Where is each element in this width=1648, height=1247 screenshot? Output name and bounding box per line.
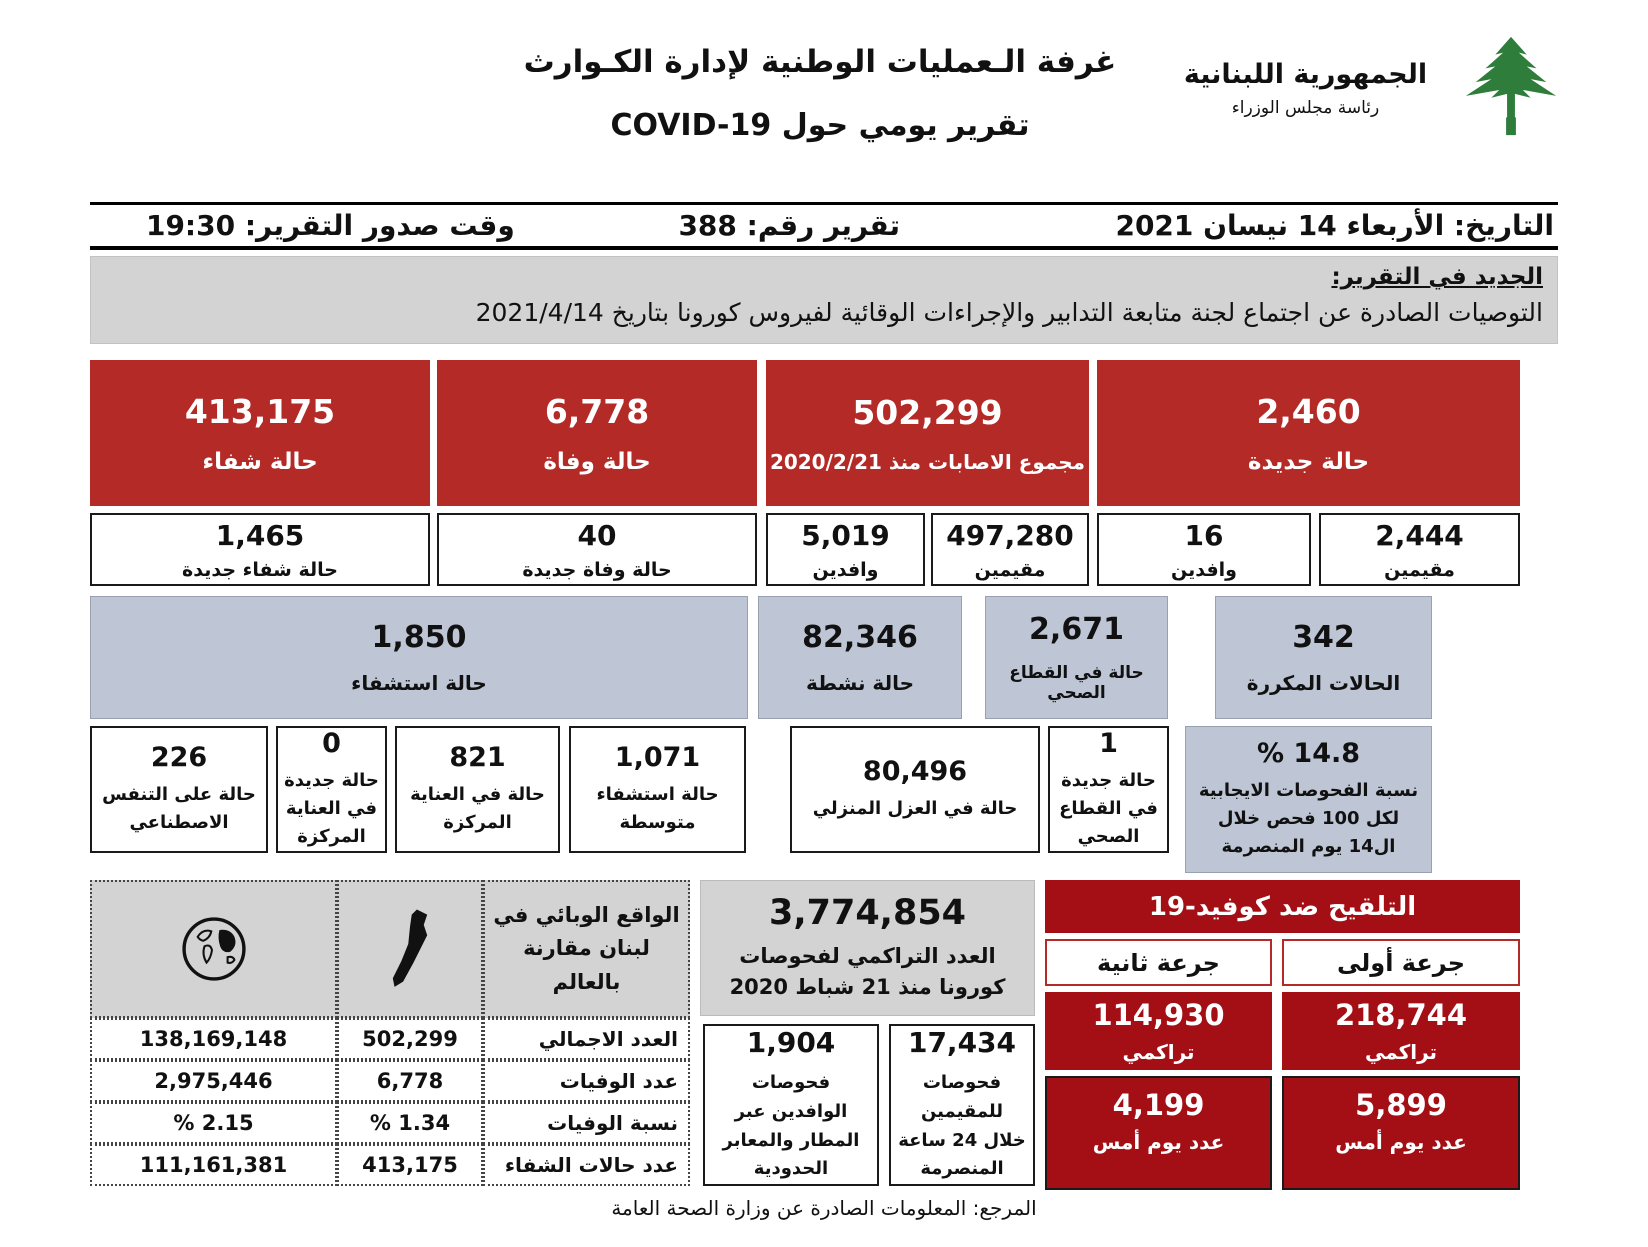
republic-logo — [1140, 16, 1570, 161]
total-residents-value: 497,280 — [946, 518, 1074, 552]
hospitalized-label: حالة استشفاء — [351, 671, 487, 695]
recovered-value: 413,175 — [184, 391, 336, 431]
new-recovered-label: حالة شفاء جديدة — [182, 558, 338, 581]
positivity-box — [1185, 726, 1432, 873]
residents-tests-value: 17,434 — [907, 1025, 1017, 1059]
repeated-cases-box — [1215, 596, 1432, 719]
residents-tests-box — [889, 1024, 1035, 1186]
comparison-lebanon-value: 413,175 — [337, 1144, 483, 1186]
cumulative-tests-label: العدد التراكمي لفحوصات كورونا منذ 21 شباط 2020 — [729, 943, 1006, 999]
deaths-label: حالة وفاة — [543, 448, 651, 475]
moderate-hospitalization-label: حالة استشفاء متوسطة — [596, 784, 719, 833]
moderate-hospitalization-value: 1,071 — [614, 742, 701, 774]
ventilator-label: حالة على التنفس الاصطناعي — [102, 784, 256, 833]
new-in-report-body: التوصيات الصادرة عن اجتماع لجنة متابعة التدابير والإجراءات الوقائية لفيروس كورونا بتاريخ 2021/4/14 — [475, 298, 1543, 327]
comparison-world-value: 2,975,446 — [90, 1060, 337, 1102]
comparison-lebanon-value: 6,778 — [337, 1060, 483, 1102]
new-cases-value: 2,460 — [1256, 391, 1361, 431]
ventilator-box — [90, 726, 268, 853]
second-dose-cumulative-value: 114,930 — [1092, 998, 1225, 1032]
first-dose-yesterday-value: 5,899 — [1355, 1088, 1447, 1122]
globe-icon — [90, 880, 337, 1018]
new-deaths-value: 40 — [577, 518, 617, 552]
repeated-cases-label: الحالات المكررة — [1246, 671, 1401, 695]
comparison-lebanon-value: 502,299 — [337, 1018, 483, 1060]
first-dose-header: جرعة أولى — [1282, 939, 1520, 986]
recovered-label: حالة شفاء — [202, 448, 318, 475]
second-dose-yesterday-value: 4,199 — [1112, 1088, 1205, 1122]
total-residents-box — [931, 513, 1089, 586]
health-sector-label: حالة في القطاع الصحي — [1009, 663, 1144, 703]
active-cases-label: حالة نشطة — [806, 671, 914, 695]
report-title-line1: غرفة الـعمليات الوطنية لإدارة الكـوارث — [523, 44, 1117, 80]
new-cases-label: حالة جديدة — [1247, 448, 1370, 475]
first-dose-yesterday-label: عدد يوم أمس — [1335, 1130, 1467, 1154]
report-number: تقرير رقم: 388 — [678, 209, 901, 242]
total-arrivals-label: وافدين — [812, 558, 879, 581]
comparison-row-label: العدد الاجمالي — [483, 1018, 690, 1060]
comparison-world-value: 138,169,148 — [90, 1018, 337, 1060]
lebanon-world-comparison-table — [90, 880, 690, 1186]
new-in-report-heading: الجديد في التقرير: — [1331, 264, 1543, 290]
new-icu-label: حالة جديدة في العناية المركزة — [284, 770, 379, 847]
positivity-label: نسبة الفحوصات الايجابية لكل 100 فحص خلال ال14 يوم المنصرمة — [1198, 780, 1419, 857]
logo-text — [1173, 59, 1438, 118]
total-cases-box — [766, 360, 1089, 506]
report-date: التاريخ: الأربعاء 14 نيسان 2021 — [1115, 209, 1554, 242]
info-bar — [90, 202, 1558, 250]
lebanon-map-icon — [337, 880, 483, 1018]
new-deaths-box — [437, 513, 757, 586]
new-in-report-box — [90, 256, 1558, 344]
residents-tests-label: فحوصات للمقيمين خلال 24 ساعة المنصرمة — [898, 1071, 1026, 1180]
report-title-line2: تقرير يومي حول COVID-19 — [610, 108, 1030, 143]
cedar-tree-icon — [1452, 33, 1570, 145]
home-isolation-label: حالة في العزل المنزلي — [812, 798, 1018, 820]
cumulative-tests-box — [700, 880, 1035, 1016]
recovered-box — [90, 360, 430, 506]
cumulative-tests-value: 3,774,854 — [768, 892, 967, 933]
active-cases-box — [758, 596, 962, 719]
new-cases-residents-value: 2,444 — [1375, 518, 1464, 552]
home-isolation-value: 80,496 — [862, 756, 968, 788]
new-cases-box — [1097, 360, 1520, 506]
comparison-table-title: الواقع الوبائي في لبنان مقارنة بالعالم — [483, 880, 690, 1018]
new-health-sector-value: 1 — [1099, 728, 1118, 760]
health-sector-value: 2,671 — [1029, 612, 1124, 647]
positivity-value: 14.8 % — [1256, 738, 1361, 770]
home-isolation-box — [790, 726, 1040, 853]
second-dose-yesterday-label: عدد يوم أمس — [1092, 1130, 1225, 1154]
second-dose-cumulative-label: تراكمي — [1122, 1040, 1195, 1064]
page-title — [420, 44, 1220, 143]
repeated-cases-value: 342 — [1292, 620, 1355, 655]
new-icu-value: 0 — [322, 728, 341, 760]
logo-council-name: رئاسة مجلس الوزراء — [1231, 98, 1380, 118]
new-cases-arrivals-label: وافدين — [1171, 558, 1237, 581]
moderate-hospitalization-box — [569, 726, 746, 853]
comparison-row-label: عدد حالات الشفاء — [483, 1144, 690, 1186]
total-cases-label: مجموع الاصابات منذ 2020/2/21 — [769, 449, 1086, 474]
first-dose-cumulative-value: 218,744 — [1334, 998, 1468, 1032]
icu-value: 821 — [449, 742, 506, 774]
health-sector-box — [985, 596, 1168, 719]
vaccination-title: التلقيح ضد كوفيد-19 — [1045, 880, 1520, 933]
second-dose-header: جرعة ثانية — [1045, 939, 1272, 986]
arrivals-tests-box — [703, 1024, 879, 1186]
total-arrivals-box — [766, 513, 925, 586]
comparison-row-label: نسبة الوفيات — [483, 1102, 690, 1144]
total-cases-value: 502,299 — [852, 392, 1003, 432]
first-dose-cumulative-box — [1282, 992, 1520, 1070]
new-cases-residents-label: مقيمين — [1384, 558, 1455, 581]
comparison-world-value: 2.15 % — [90, 1102, 337, 1144]
second-dose-cumulative-box — [1045, 992, 1272, 1070]
new-recovered-box — [90, 513, 430, 586]
reference-footer: المرجع: المعلومات الصادرة عن وزارة الصحة العامة — [611, 1196, 1037, 1220]
arrivals-tests-label: فحوصات الوافدين عبر المطار والمعابر الحدودية — [722, 1071, 860, 1180]
ventilator-value: 226 — [150, 742, 208, 774]
total-residents-label: مقيمين — [974, 558, 1046, 581]
icu-box — [395, 726, 560, 853]
hospitalized-box — [90, 596, 748, 719]
first-dose-yesterday-box — [1282, 1076, 1520, 1190]
hospitalized-value: 1,850 — [371, 620, 467, 655]
new-health-sector-label: حالة جديدة في القطاع الصحي — [1059, 770, 1158, 847]
new-health-sector-box — [1048, 726, 1169, 853]
active-cases-value: 82,346 — [802, 620, 918, 655]
first-dose-cumulative-label: تراكمي — [1364, 1040, 1438, 1064]
second-dose-yesterday-box — [1045, 1076, 1272, 1190]
comparison-world-value: 111,161,381 — [90, 1144, 337, 1186]
new-icu-box — [276, 726, 387, 853]
new-cases-arrivals-box — [1097, 513, 1311, 586]
total-arrivals-value: 5,019 — [801, 518, 890, 552]
arrivals-tests-value: 1,904 — [746, 1025, 836, 1059]
logo-republic-name: الجمهورية اللبنانية — [1183, 59, 1428, 90]
report-issue-time: وقت صدور التقرير: 19:30 — [145, 209, 515, 242]
new-recovered-value: 1,465 — [215, 518, 305, 552]
new-cases-arrivals-value: 16 — [1184, 518, 1224, 552]
comparison-row-label: عدد الوفيات — [483, 1060, 690, 1102]
comparison-lebanon-value: 1.34 % — [337, 1102, 483, 1144]
deaths-box — [437, 360, 757, 506]
icu-label: حالة في العناية المركزة — [410, 784, 545, 833]
new-cases-residents-box — [1319, 513, 1520, 586]
new-deaths-label: حالة وفاة جديدة — [522, 558, 672, 581]
deaths-value: 6,778 — [544, 391, 650, 431]
